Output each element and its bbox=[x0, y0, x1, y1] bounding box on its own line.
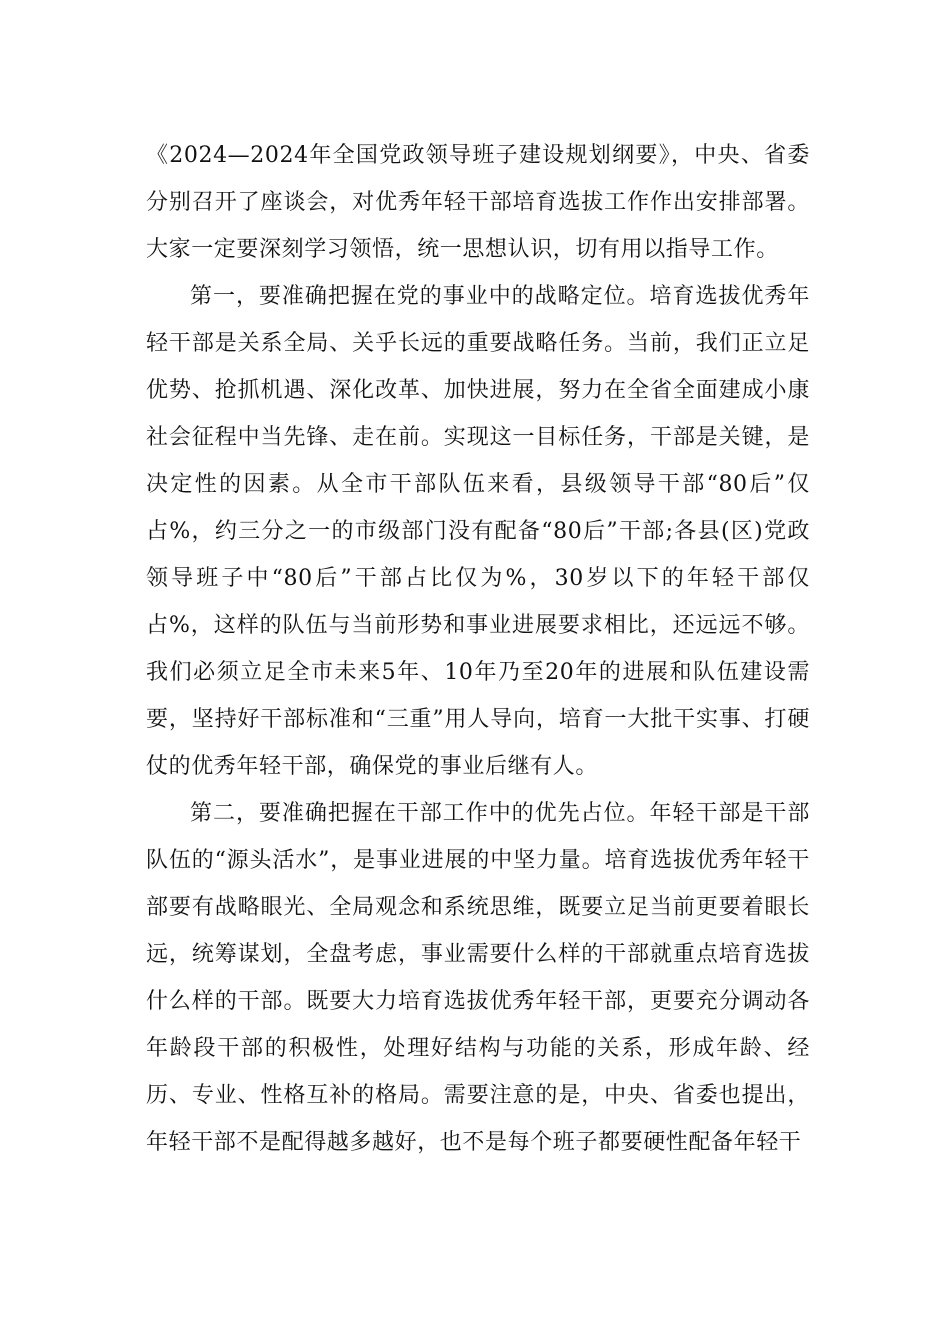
paragraph-first-point: 第一，要准确把握在党的事业中的战略定位。培育选拔优秀年轻干部是关系全局、关乎长远的重要战略任务。当前，我们正立足优势、抢抓机遇、深化改革、加快进展，努力在全省全面建成小康社会征程中当先锋、走在前。实现这一目标任务，干部是关键，是决定性的因素。从全市干部队伍来看，县级领导干部“80后”仅占%，约三分之一的市级部门没有配备“80后”干部;各县(区)党政领导班子中“80后”干部占比仅为%，30岁以下的年轻干部仅占%，这样的队伍与当前形势和事业进展要求相比，还远远不够。我们必须立足全市未来5年、10年乃至20年的进展和队伍建设需要，坚持好干部标准和“三重”用人导向，培育一大批干实事、打硬仗的优秀年轻干部，确保党的事业后继有人。 bbox=[146, 284, 810, 779]
document-body bbox=[146, 132, 810, 1166]
paragraph-intro: 《2024—2024年全国党政领导班子建设规划纲要》，中央、省委分别召开了座谈会，对优秀年轻干部培育选拔工作作出安排部署。大家一定要深刻学习领悟，统一思想认识，切有用以指导工作。 bbox=[146, 143, 810, 262]
paragraph-second-point: 第二，要准确把握在干部工作中的优先占位。年轻干部是干部队伍的“源头活水”，是事业进展的中坚力量。培育选拔优秀年轻干部要有战略眼光、全局观念和系统思维，既要立足当前更要着眼长远，统筹谋划，全盘考虑，事业需要什么样的干部就重点培育选拔什么样的干部。既要大力培育选拔优秀年轻干部，更要充分调动各年龄段干部的积极性，处理好结构与功能的关系，形成年龄、经历、专业、性格互补的格局。需要注意的是，中央、省委也提出，年轻干部不是配得越多越好，也不是每个班子都要硬性配备年轻干 bbox=[146, 801, 810, 1155]
